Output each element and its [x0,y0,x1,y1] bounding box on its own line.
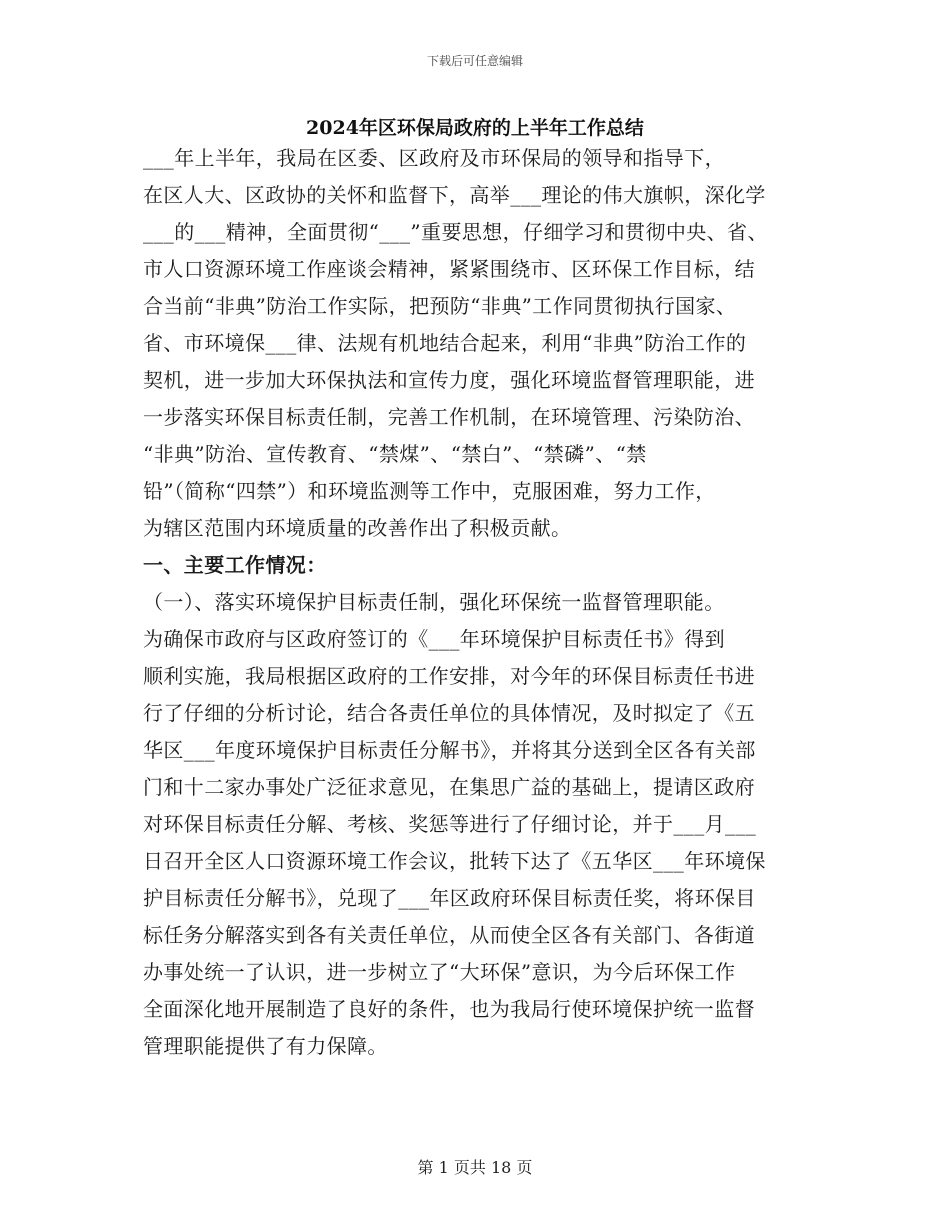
body-line: 门和十二家办事处广泛征求意见，在集思广益的基础上，提请区政府 [143,775,755,799]
body-line: 办事处统一了认识，进一步树立了“大环保”意识，为今后环保工作 [143,960,736,984]
body-line: 行了仔细的分析讨论，结合各责任单位的具体情况，及时拟定了《五 [143,701,755,725]
body-line: ___年上半年，我局在区委、区政府及市环保局的领导和指导下， [143,146,725,170]
body-line: “非典”防治、宣传教育、“禁煤”、“禁白”、“禁磷”、“禁 [143,442,647,466]
body-line: 在区人大、区政协的关怀和监督下，高举___理论的伟大旗帜，深化学 [143,183,766,207]
body-line: 省、市环境保___律、法规有机地结合起来，利用“非典”防治工作的 [143,331,747,355]
body-line: 全面深化地开展制造了良好的条件，也为我局行使环境保护统一监督 [143,997,755,1021]
header-note: 下载后可任意编辑 [426,54,523,68]
body-line: 日召开全区人口资源环境工作会议，批转下达了《五华区___年环境保 [143,849,766,873]
body-line: 合当前“非典”防治工作实际，把预防“非典”工作同贯彻执行国家、 [143,294,737,318]
body-line: 对环保目标责任分解、考核、奖惩等进行了仔细讨论，并于___月___ [143,812,757,836]
body-line: ___的___精神，全面贯彻“___”重要思想，仔细学习和贯彻中央、省、 [143,220,768,244]
body-line: 顺利实施，我局根据区政府的工作安排，对今年的环保目标责任书进 [143,664,755,688]
page-number: 第 1 页共 18 页 [417,1158,533,1177]
body-line: 铅”（简称“四禁”）和环境监测等工作中，克服困难，努力工作， [143,479,716,503]
body-line: 市人口资源环境工作座谈会精神，紧紧围绕市、区环保工作目标，结 [143,257,755,281]
body-line: 契机，进一步加大环保执法和宣传力度，强化环境监督管理职能，进 [143,368,755,392]
body-line: 护目标责任分解书》，兑现了___年区政府环保目标责任奖，将环保目 [143,886,756,910]
body-line: 管理职能提供了有力保障。 [143,1034,388,1058]
subsection-heading: （一）、落实环境保护目标责任制，强化环保统一监督管理职能。 [143,590,725,614]
body-line: 为确保市政府与区政府签订的《___年环境保护目标责任书》得到 [143,627,725,651]
body-line: 为辖区范围内环境质量的改善作出了积极贡献。 [143,516,572,540]
document-title: 2024年区环保局政府的上半年工作总结 [306,117,644,139]
body-line: 标任务分解落实到各有关责任单位，从而使全区各有关部门、各街道 [143,923,755,947]
section-heading: 一、主要工作情况： [143,553,327,577]
body-line: 一步落实环保目标责任制，完善工作机制，在环境管理、污染防治、 [143,405,755,429]
body-line: 华区___年度环境保护目标责任分解书》，并将其分送到全区各有关部 [143,738,756,762]
